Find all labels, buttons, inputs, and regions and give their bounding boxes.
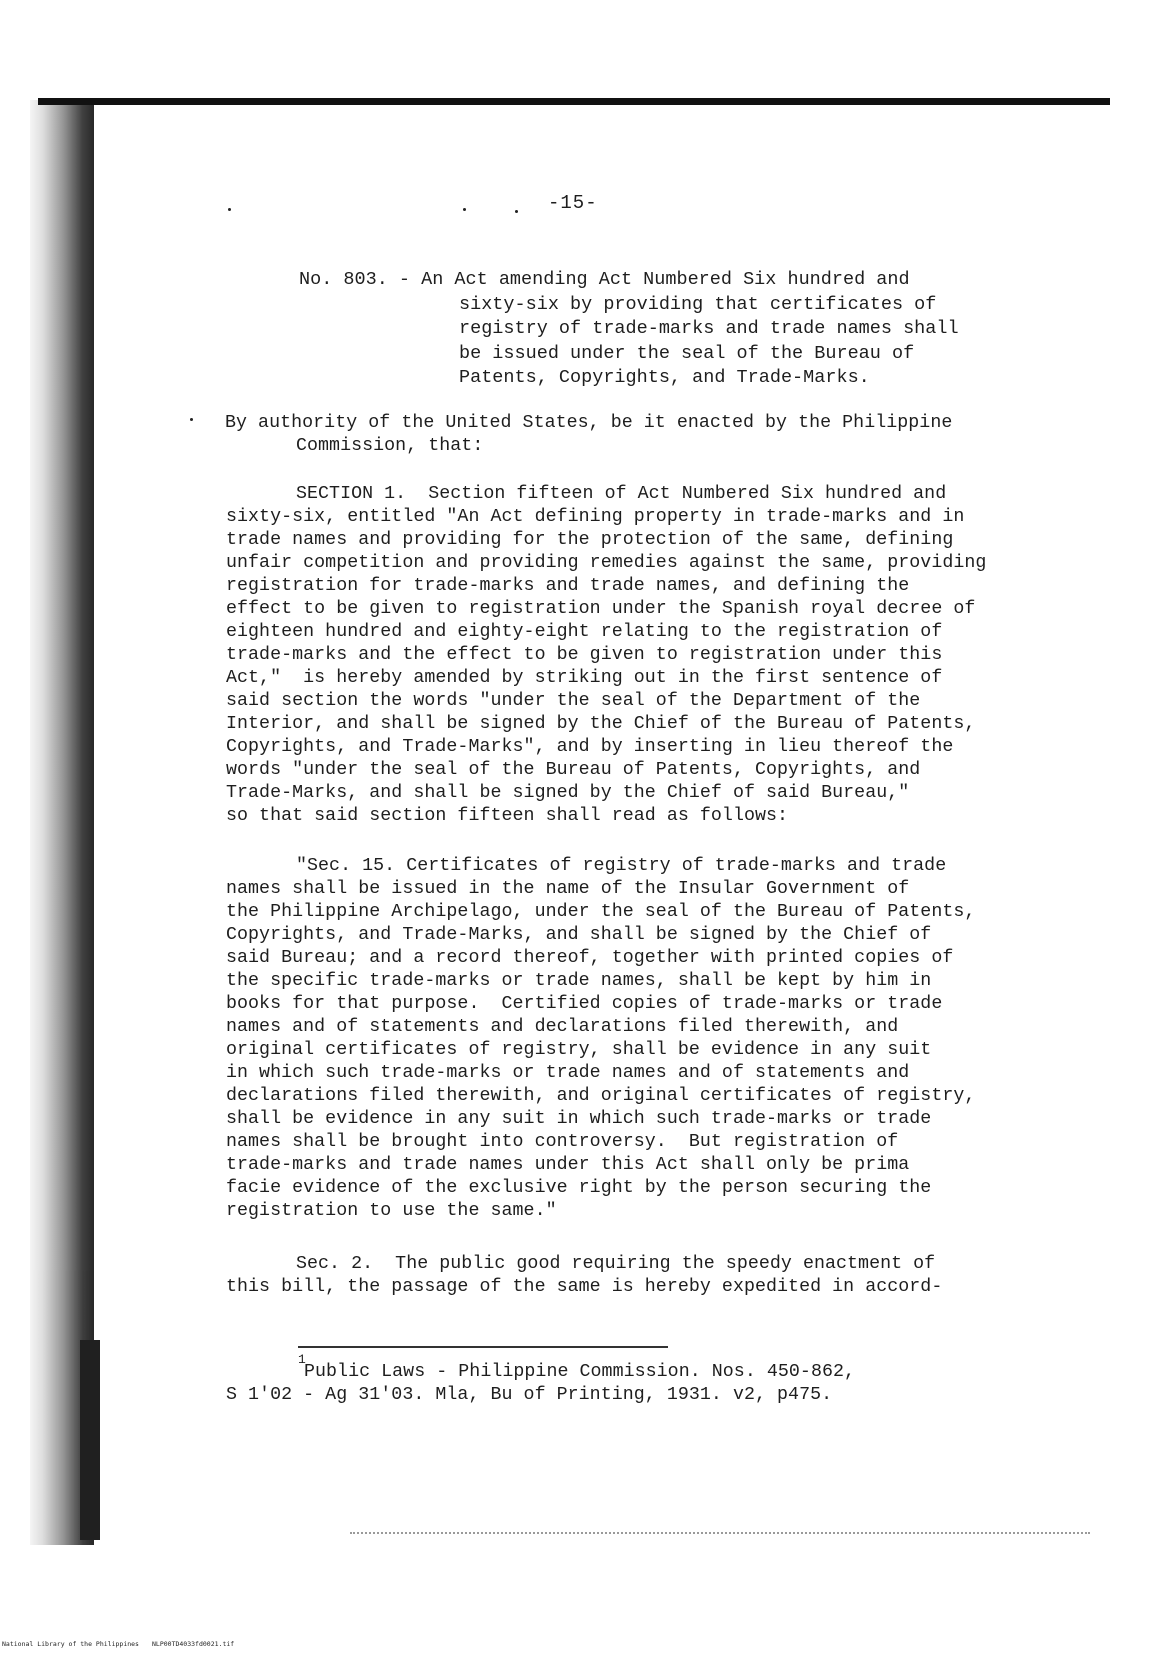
section-2-line: this bill, the passage of the same is hereby expedited in accord-	[226, 1277, 943, 1297]
archive-library-label: National Library of the Philippines	[2, 1640, 139, 1648]
act-title-line: be issued under the seal of the Bureau of	[459, 342, 915, 364]
quote-line: names shall be brought into controversy. But registration of	[226, 1132, 899, 1152]
section-1-line: so that said section fifteen shall read as follows:	[226, 806, 789, 826]
quote-line: said Bureau; and a record thereof, together with printed copies of	[226, 948, 954, 968]
section-1-line: trade-marks and the effect to be given to registration under this	[226, 645, 943, 665]
scan-dashes	[350, 1532, 1090, 1534]
footnote-line: Public Laws - Philippine Commission. Nos. 450-862,	[304, 1362, 856, 1382]
archive-file-id: NLP00TD4033fd0021.tif	[152, 1640, 235, 1648]
section-1-line: trade names and providing for the protection of the same, defining	[226, 530, 954, 550]
quote-line: shall be evidence in any suit in which such trade-marks or trade	[226, 1109, 932, 1129]
quote-line: original certificates of registry, shall be evidence in any suit	[226, 1040, 932, 1060]
enacting-line: By authority of the United States, be it enacted by the Philippine	[225, 413, 953, 433]
section-1-line: sixty-six, entitled "An Act defining property in trade-marks and in	[226, 507, 965, 527]
section-1-line: eighteen hundred and eighty-eight relating to the registration of	[226, 622, 943, 642]
section-1-line: Trade-Marks, and shall be signed by the Chief of said Bureau,"	[226, 783, 910, 803]
quote-line: the Philippine Archipelago, under the seal of the Bureau of Patents,	[226, 902, 976, 922]
quote-line: trade-marks and trade names under this Act shall only be prima	[226, 1155, 910, 1175]
act-title	[299, 268, 999, 391]
scan-speck	[190, 418, 193, 421]
section-1-line: words "under the seal of the Bureau of Patents, Copyrights, and	[226, 760, 921, 780]
quote-line: facie evidence of the exclusive right by the person securing the	[226, 1178, 932, 1198]
quote-line: "Sec. 15. Certificates of registry of trade-marks and trade	[296, 856, 947, 876]
section-2-line: Sec. 2. The public good requiring the speedy enactment of	[296, 1254, 936, 1274]
enacting-line: Commission, that:	[296, 436, 484, 456]
act-title-line: sixty-six by providing that certificates of	[459, 293, 937, 315]
act-title-lead: No. 803. - An Act amending Act Numbered Six hundred and	[299, 269, 910, 290]
act-title-line: Patents, Copyrights, and Trade-Marks.	[459, 367, 870, 388]
act-title-line: registry of trade-marks and trade names shall	[459, 318, 959, 339]
footnote-line: S 1'02 - Ag 31'03. Mla, Bu of Printing, 1931. v2, p475.	[226, 1385, 833, 1405]
section-1-line: SECTION 1. Section fifteen of Act Numbered Six hundred and	[296, 484, 947, 504]
quote-line: the specific trade-marks or trade names, shall be kept by him in	[226, 971, 932, 991]
quote-line: registration to use the same."	[226, 1201, 557, 1221]
page-number: -15-	[548, 192, 598, 214]
section-1-line: Copyrights, and Trade-Marks", and by inserting in lieu thereof the	[226, 737, 954, 757]
quote-line: Copyrights, and Trade-Marks, and shall be signed by the Chief of	[226, 925, 932, 945]
footnote-rule	[298, 1346, 668, 1348]
quote-line: declarations filed therewith, and original certificates of registry,	[226, 1086, 976, 1106]
scan-speck	[228, 208, 231, 211]
footnote-marker: 1	[298, 1352, 306, 1367]
quote-line: names and of statements and declarations filed therewith, and	[226, 1017, 899, 1037]
quote-line: in which such trade-marks or trade names and of statements and	[226, 1063, 910, 1083]
section-1-line: effect to be given to registration under the Spanish royal decree of	[226, 599, 976, 619]
section-1-line: said section the words "under the seal of the Department of the	[226, 691, 921, 711]
section-1-line: unfair competition and providing remedies against the same, providing	[226, 553, 987, 573]
scanned-page-edge	[30, 100, 94, 1545]
section-1-line: registration for trade-marks and trade names, and defining the	[226, 576, 910, 596]
quote-line: books for that purpose. Certified copies of trade-marks or trade	[226, 994, 943, 1014]
scan-speck	[463, 208, 466, 211]
scan-speck	[515, 210, 518, 213]
quote-line: names shall be issued in the name of the Insular Government of	[226, 879, 910, 899]
section-1-line: Interior, and shall be signed by the Chief of the Bureau of Patents,	[226, 714, 976, 734]
section-1-line: Act," is hereby amended by striking out in the first sentence of	[226, 668, 943, 688]
top-rule	[38, 98, 1110, 105]
